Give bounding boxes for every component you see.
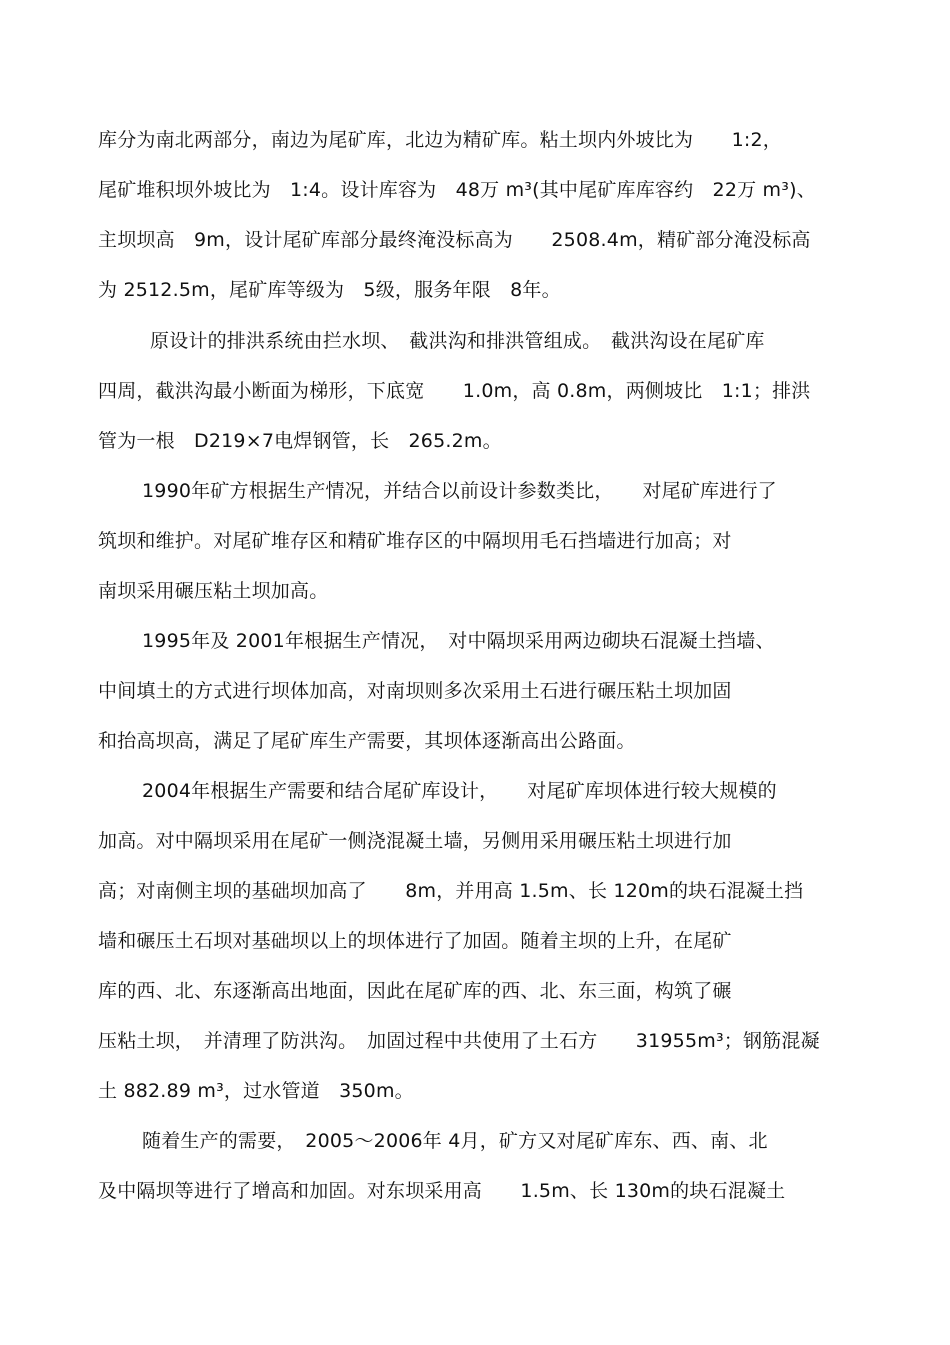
line-text: 四周，截洪沟最小断面为梯形，下底宽 1.0m，高 0.8m，两侧坡比 1:1；排洪 [98,380,811,402]
text-line [98,928,950,954]
line-text: 土 882.89 m³，过水管道 350m。 [98,1080,414,1102]
text-line [98,878,950,904]
line-text: 2004年根据生产需要和结合尾矿库设计， 对尾矿库坝体进行较大规模的 [142,780,777,802]
line-text: 库分为南北两部分，南边为尾矿库，北边为精矿库。粘土坝内外坡比为 1:2， [98,129,782,151]
text-line [98,277,950,303]
text-line [98,428,950,454]
line-text: 筑坝和维护。对尾矿堆存区和精矿堆存区的中隔坝用毛石挡墙进行加高；对 [98,530,732,552]
line-text: 墙和碾压土石坝对基础坝以上的坝体进行了加固。随着主坝的上升，在尾矿 [98,930,732,952]
text-line [98,1078,950,1104]
line-text: 加高。对中隔坝采用在尾矿一侧浇混凝土墙，另侧用采用碾压粘土坝进行加 [98,830,732,852]
line-text: 高；对南侧主坝的基础坝加高了 8m，并用高 1.5m、长 120m的块石混凝土挡 [98,880,804,902]
text-line [98,1178,950,1204]
text-line [98,828,950,854]
line-text: 南坝采用碾压粘土坝加高。 [98,580,329,602]
line-text: 压粘土坝， 并清理了防洪沟。 加固过程中共使用了土石方 31955m³；钢筋混凝 [98,1030,820,1052]
line-text: 及中隔坝等进行了增高和加固。对东坝采用高 1.5m、长 130m的块石混凝土 [98,1180,786,1202]
text-line [98,378,950,404]
text-line [98,978,950,1004]
text-line [98,528,950,554]
line-text: 1995年及 2001年根据生产情况， 对中隔坝采用两边砌块石混凝土挡墙、 [142,630,775,652]
line-text: 为 2512.5m，尾矿库等级为 5级，服务年限 8年。 [98,279,561,301]
line-text: 随着生产的需要， 2005～2006年 4月，矿方又对尾矿库东、西、南、北 [142,1130,768,1152]
text-line [142,1128,950,1154]
line-text: 管为一根 D219×7电焊钢管，长 265.2m。 [98,430,502,452]
text-line [98,127,950,153]
text-line [98,578,950,604]
text-line [98,1028,950,1054]
line-text: 中间填土的方式进行坝体加高，对南坝则多次采用土石进行碾压粘土坝加固 [98,680,732,702]
text-line [150,328,950,354]
text-line [142,628,950,654]
line-text: 尾矿堆积坝外坡比为 1:4。设计库容为 48万 m³(其中尾矿库库容约 22万 m³)、 [98,179,816,201]
text-line [98,227,950,253]
line-text: 库的西、北、东逐渐高出地面，因此在尾矿库的西、北、东三面，构筑了碾 [98,980,732,1002]
line-text: 和抬高坝高，满足了尾矿库生产需要，其坝体逐渐高出公路面。 [98,730,636,752]
line-text: 主坝坝高 9m，设计尾矿库部分最终淹没标高为 2508.4m，精矿部分淹没标高 [98,229,811,251]
text-line [142,478,950,504]
line-text: 1990年矿方根据生产情况，并结合以前设计参数类比， 对尾矿库进行了 [142,480,777,502]
text-line [98,728,950,754]
text-line [142,778,950,804]
text-line [98,177,950,203]
text-line [98,678,950,704]
line-text: 原设计的排洪系统由拦水坝、 截洪沟和排洪管组成。 截洪沟设在尾矿库 [150,330,765,352]
